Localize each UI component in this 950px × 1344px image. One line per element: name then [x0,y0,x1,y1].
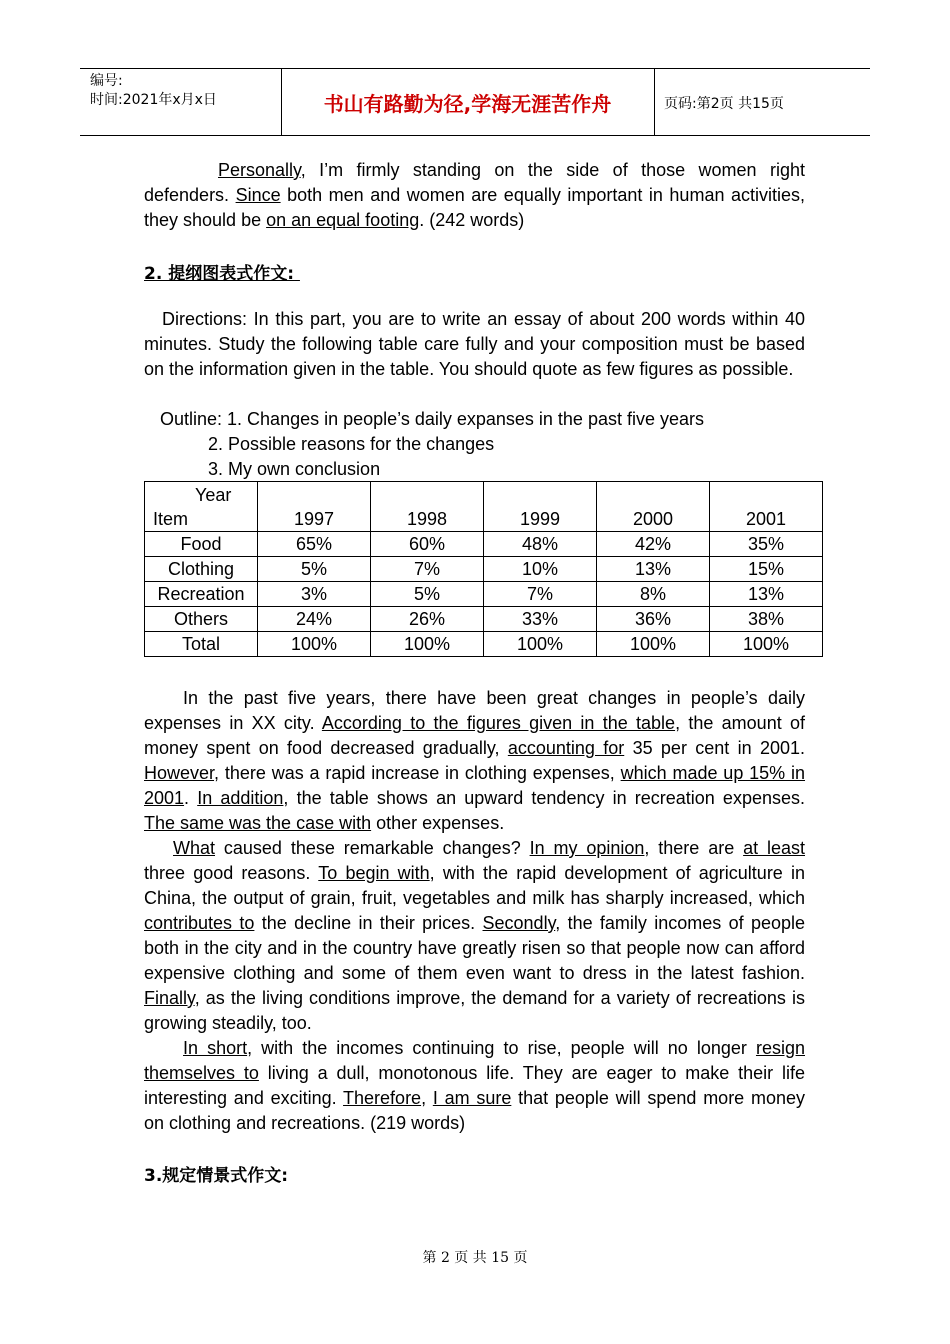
value-cell: 26% [371,607,484,632]
underlined-phrase: To begin with [318,863,430,883]
text-run: In the past five years, there have been great changes in people’s daily expenses in XX city. [144,688,805,733]
essay-paragraph-3 [144,1036,805,1136]
section-heading-2 [144,259,300,284]
text-run: , the table shows an upward tendency in recreation expenses. [283,788,805,808]
heading-text: 2. 提纲图表式作文: [144,264,295,284]
year-header: 2000 [597,482,710,532]
value-cell: 100% [258,632,371,657]
table-row [145,607,823,632]
page-footer: 第 2 页 共 15 页 [422,1250,528,1266]
underlined-phrase: Therefore [343,1088,422,1108]
year-header: 1999 [484,482,597,532]
header-page-label: 页码:第2页 共15页 [664,96,784,112]
value-cell: 13% [710,582,823,607]
text-run: , [421,1088,433,1108]
value-cell: 60% [371,532,484,557]
value-cell: 100% [371,632,484,657]
text-run: , there are [644,838,744,858]
section-heading-3: 3.规定情景式作文: [144,1166,289,1186]
table-header-row [145,482,823,532]
underlined-phrase: According to the figures given in the table [321,713,676,733]
value-cell: 38% [710,607,823,632]
year-header: 1998 [371,482,484,532]
value-cell: 15% [710,557,823,582]
header-bottom-rule [80,135,870,136]
value-cell: 10% [484,557,597,582]
value-cell: 24% [258,607,371,632]
underlined-phrase: which made up 15% in 2001 [144,763,806,808]
underlined-phrase: on an equal footing [266,210,420,230]
paragraph-intro [144,158,805,233]
value-cell: 8% [597,582,710,607]
value-cell: 100% [484,632,597,657]
underlined-phrase: contributes to [144,913,255,933]
text-run: that people will spend more money on clothing and recreations. (219 words) [144,1088,805,1133]
underlined-phrase: at least [743,838,806,858]
text-run: . (242 words) [419,210,525,230]
underlined-phrase: In addition [197,788,284,808]
value-cell: 36% [597,607,710,632]
text-run: both men and women are equally important in human activities, they should be [144,185,805,230]
text-run: the decline in their prices. [254,913,483,933]
item-cell: Total [145,632,258,657]
underlined-phrase: What [173,838,216,858]
value-cell: 3% [258,582,371,607]
underlined-phrase: In my opinion [529,838,645,858]
item-cell: Food [145,532,258,557]
outline-line-3: 3. My own conclusion [208,459,381,479]
corner-item-label: Item [153,509,189,529]
value-cell: 100% [597,632,710,657]
header-divider [654,68,655,136]
date-label: 时间:2021年x月x日 [90,92,217,108]
item-cell: Clothing [145,557,258,582]
underlined-phrase: In short [183,1038,248,1058]
text-run: . [184,788,198,808]
table-row [145,632,823,657]
outline-line-2: 2. Possible reasons for the changes [208,434,495,454]
value-cell: 35% [710,532,823,557]
value-cell: 100% [710,632,823,657]
underlined-phrase: I am sure [432,1088,512,1108]
header-meta [90,72,217,110]
outline-line-1: Outline: 1. Changes in people’s daily expanses in the past five years [160,409,704,429]
value-cell: 7% [484,582,597,607]
table-corner-cell [145,482,258,532]
year-header: 1997 [258,482,371,532]
directions-paragraph [144,307,805,382]
value-cell: 65% [258,532,371,557]
value-cell: 5% [371,582,484,607]
text-run: caused these remarkable changes? [215,838,530,858]
table-row [145,532,823,557]
underlined-phrase: resign themselves to [144,1038,805,1083]
number-label: 编号: [90,73,123,89]
text-run: , as the living conditions improve, the demand for a variety of recreations is growing steadily, too. [144,988,805,1033]
essay-paragraph-2 [144,836,805,1036]
text-run: other expenses. [371,813,505,833]
corner-year-label: Year [195,485,232,505]
value-cell: 42% [597,532,710,557]
text-run: , the family incomes of people both in the city and in the country have greatly risen so that people now can afford expensive clothing and some of them even want to dress in the latest fashion. [144,913,806,983]
value-cell: 33% [484,607,597,632]
text-run: , the amount of money spent on food decreased gradually, [144,713,805,758]
underlined-phrase: However [144,763,215,783]
page-header [80,68,870,136]
essay [144,686,805,1136]
underlined-phrase: Since [235,185,281,205]
value-cell: 48% [484,532,597,557]
underlined-phrase: Personally [218,160,301,180]
text-run: 35 per cent in 2001. [624,738,805,758]
header-top-rule [80,68,870,69]
directions-text: Directions: In this part, you are to write an essay of about 200 words within 40 minutes. Study the following table care fully and your composition must be based on the information given in the table. You should quote as few figures as possible. [144,309,805,379]
text-run: , I’m firmly standing on the side of those women right defenders. [144,160,805,205]
text-run: three good reasons. [144,863,319,883]
table-row [145,582,823,607]
item-cell: Others [145,607,258,632]
underlined-phrase: accounting for [507,738,625,758]
underlined-phrase: Secondly [482,913,556,933]
table-row [145,557,823,582]
value-cell: 13% [597,557,710,582]
expense-table [144,481,823,657]
text-run: living a dull, monotonous life. They are eager to make their life interesting and exciting. [144,1063,805,1108]
text-run: , with the incomes continuing to rise, people will no longer [247,1038,756,1058]
text-run: , with the rapid development of agriculture in China, the output of grain, fruit, vegetables and milk has sharply increased, which [144,863,805,908]
value-cell: 7% [371,557,484,582]
underlined-phrase: Finally [144,988,195,1008]
underlined-phrase: The same was the case with [144,813,372,833]
value-cell: 5% [258,557,371,582]
text-run: , there was a rapid increase in clothing expenses, [214,763,621,783]
header-motto: 书山有路勤为径,学海无涯苦作舟 [323,92,612,116]
year-header: 2001 [710,482,823,532]
essay-paragraph-1 [144,686,805,836]
outline [144,407,805,482]
item-cell: Recreation [145,582,258,607]
